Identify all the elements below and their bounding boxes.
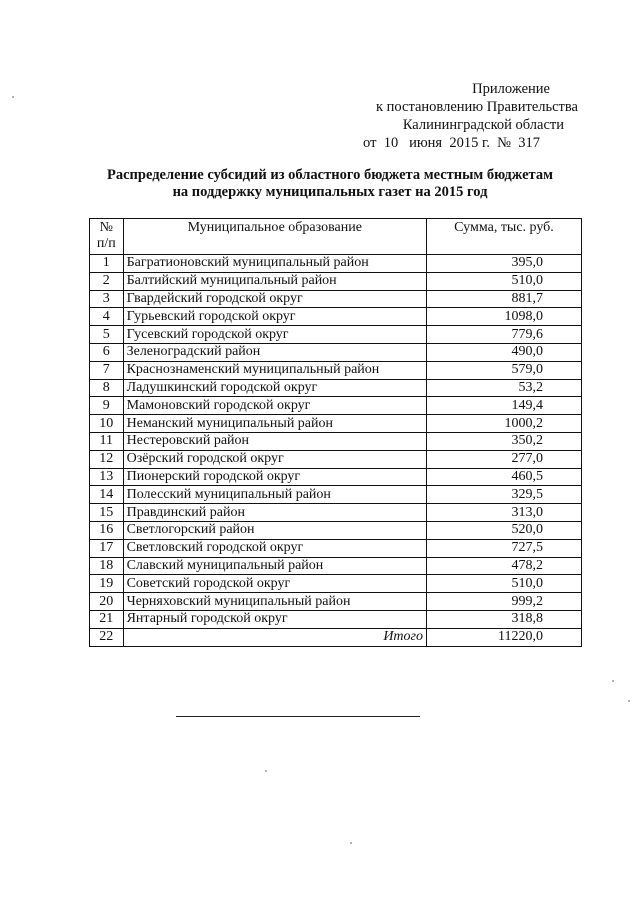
- row-sum: 313,0: [427, 504, 582, 522]
- row-number: 7: [90, 361, 124, 379]
- date-prefix: от: [363, 135, 377, 151]
- table-row: [90, 593, 582, 611]
- row-number: 19: [90, 575, 124, 593]
- number-sign: №: [497, 135, 511, 151]
- table-row: [90, 504, 582, 522]
- total-label: Итого: [123, 628, 426, 646]
- row-sum: 881,7: [427, 290, 582, 308]
- row-municipality: Гусевский городской округ: [123, 326, 426, 344]
- row-municipality: Правдинский район: [123, 504, 426, 522]
- row-sum: 478,2: [427, 557, 582, 575]
- table-row: [90, 308, 582, 326]
- row-number: 3: [90, 290, 124, 308]
- total-sum: 11220,0: [427, 628, 582, 646]
- row-number: 17: [90, 539, 124, 557]
- row-sum: 520,0: [427, 521, 582, 539]
- scan-speck: [12, 96, 14, 98]
- table-row: [90, 486, 582, 504]
- row-number: 12: [90, 450, 124, 468]
- row-number: 13: [90, 468, 124, 486]
- row-municipality: Славский муниципальный район: [123, 557, 426, 575]
- row-municipality: Багратионовский муниципальный район: [123, 255, 426, 273]
- table-row: [90, 290, 582, 308]
- row-municipality: Гвардейский городской округ: [123, 290, 426, 308]
- row-municipality: Неманский муниципальный район: [123, 415, 426, 433]
- row-number: 2: [90, 272, 124, 290]
- row-municipality: Черняховский муниципальный район: [123, 593, 426, 611]
- title-line-2: на поддержку муниципальных газет на 2015 год: [172, 184, 488, 200]
- row-municipality: Озёрский городской округ: [123, 450, 426, 468]
- row-municipality: Балтийский муниципальный район: [123, 272, 426, 290]
- row-municipality: Янтарный городской округ: [123, 610, 426, 628]
- appendix-dateline: [328, 134, 578, 152]
- appendix-resolution-ref: к постановлению Правительства: [376, 99, 578, 115]
- row-sum: 149,4: [427, 397, 582, 415]
- row-sum: 510,0: [427, 272, 582, 290]
- row-number: 14: [90, 486, 124, 504]
- row-number: 15: [90, 504, 124, 522]
- row-number: 1: [90, 255, 124, 273]
- title-line-1: Распределение субсидий из областного бюджета местным бюджетам: [107, 167, 553, 183]
- row-number: 8: [90, 379, 124, 397]
- table-row: [90, 432, 582, 450]
- row-sum: 579,0: [427, 361, 582, 379]
- row-sum: 999,2: [427, 593, 582, 611]
- document-title: [80, 167, 580, 201]
- table-row: [90, 575, 582, 593]
- date-year: 2015 г.: [449, 135, 490, 151]
- row-number: 21: [90, 610, 124, 628]
- row-municipality: Мамоновский городской округ: [123, 397, 426, 415]
- table-total-row: [90, 628, 582, 646]
- table-row: [90, 521, 582, 539]
- table-row: [90, 326, 582, 344]
- row-municipality: Гурьевский городской округ: [123, 308, 426, 326]
- row-sum: 779,6: [427, 326, 582, 344]
- row-municipality: Светлогорский район: [123, 521, 426, 539]
- scan-speck: [265, 770, 267, 772]
- table-row: [90, 361, 582, 379]
- table-row: [90, 450, 582, 468]
- table-header-row: [90, 219, 582, 255]
- row-municipality: Пионерский городской округ: [123, 468, 426, 486]
- row-sum: 329,5: [427, 486, 582, 504]
- row-municipality: Нестеровский район: [123, 432, 426, 450]
- row-sum: 395,0: [427, 255, 582, 273]
- table-row: [90, 379, 582, 397]
- scan-speck: [350, 842, 352, 844]
- header-sum: Сумма, тыс. руб.: [427, 219, 582, 255]
- row-sum: 490,0: [427, 343, 582, 361]
- appendix-title: Приложение: [472, 81, 550, 97]
- resolution-number: 317: [518, 135, 540, 151]
- table-row: [90, 272, 582, 290]
- row-number: 9: [90, 397, 124, 415]
- table-row: [90, 415, 582, 433]
- row-number: 6: [90, 343, 124, 361]
- row-number: 10: [90, 415, 124, 433]
- row-number: 5: [90, 326, 124, 344]
- row-sum: 53,2: [427, 379, 582, 397]
- row-sum: 318,8: [427, 610, 582, 628]
- table-row: [90, 468, 582, 486]
- header-number-sign: №: [99, 220, 113, 235]
- row-sum: 350,2: [427, 432, 582, 450]
- row-municipality: Ладушкинский городской округ: [123, 379, 426, 397]
- total-number: 22: [90, 628, 124, 646]
- row-municipality: Советский городской округ: [123, 575, 426, 593]
- row-municipality: Полесский муниципальный район: [123, 486, 426, 504]
- table-row: [90, 255, 582, 273]
- row-sum: 277,0: [427, 450, 582, 468]
- row-sum: 460,5: [427, 468, 582, 486]
- row-municipality: Зеленоградский район: [123, 343, 426, 361]
- date-day: 10: [383, 135, 399, 151]
- row-number: 4: [90, 308, 124, 326]
- table-row: [90, 557, 582, 575]
- subsidy-table: [89, 218, 582, 647]
- row-number: 18: [90, 557, 124, 575]
- row-number: 16: [90, 521, 124, 539]
- row-sum: 1098,0: [427, 308, 582, 326]
- table-row: [90, 610, 582, 628]
- appendix-block: [328, 80, 578, 152]
- date-month: июня: [409, 135, 443, 151]
- table-row: [90, 343, 582, 361]
- row-sum: 727,5: [427, 539, 582, 557]
- appendix-region: Калининградской области: [402, 117, 564, 133]
- closing-rule: [176, 716, 420, 717]
- row-number: 11: [90, 432, 124, 450]
- row-number: 20: [90, 593, 124, 611]
- header-number-pp: п/п: [96, 236, 116, 251]
- row-sum: 1000,2: [427, 415, 582, 433]
- scan-speck: [612, 680, 614, 682]
- row-sum: 510,0: [427, 575, 582, 593]
- table-body: [90, 255, 582, 647]
- row-municipality: Светловский городской округ: [123, 539, 426, 557]
- header-number: [90, 219, 124, 255]
- header-municipality: Муниципальное образование: [123, 219, 426, 255]
- table-row: [90, 397, 582, 415]
- scan-speck: [628, 700, 630, 702]
- row-municipality: Краснознаменский муниципальный район: [123, 361, 426, 379]
- table-row: [90, 539, 582, 557]
